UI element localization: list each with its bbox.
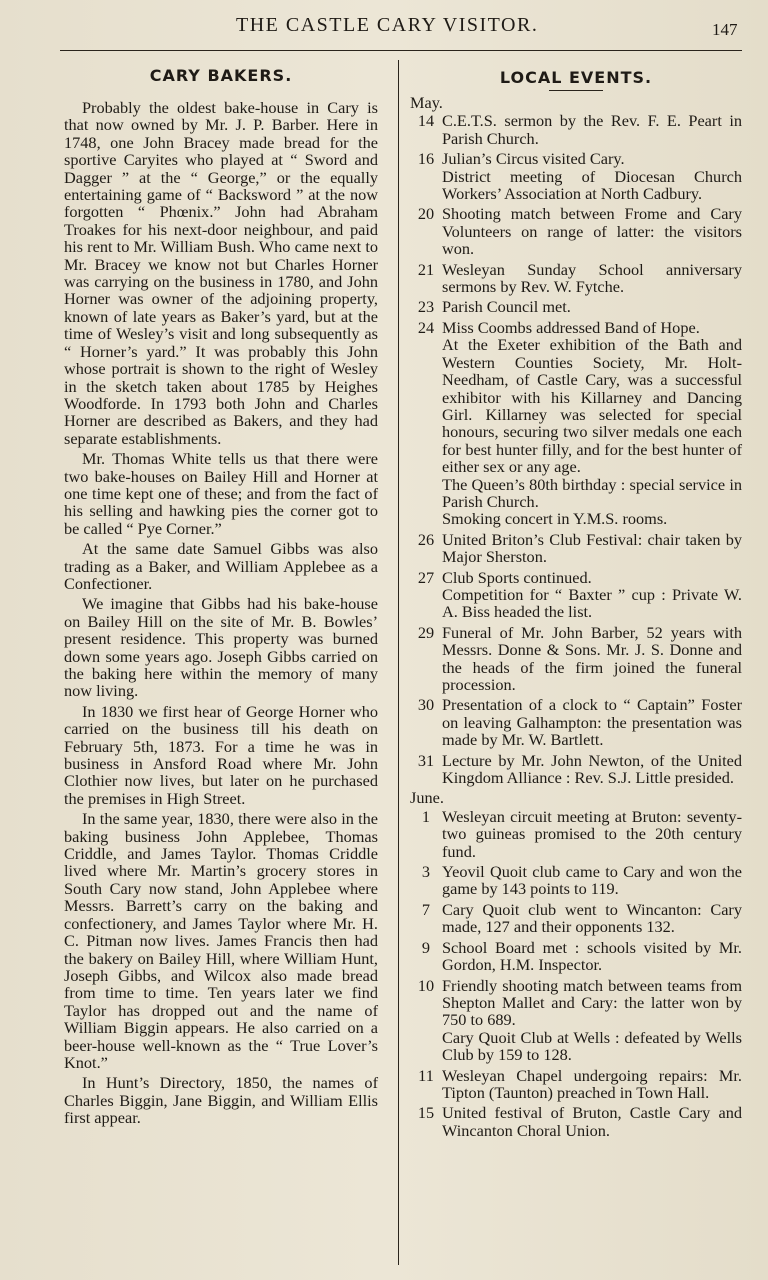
article-paragraph: We imagine that Gibbs had his bake-house on Bailey Hill on the site of Mr. B. Bowles’ present residence. This property was burned down some years ago. Joseph Gibbs carried on the baking here within the memory of many now living. (64, 594, 378, 701)
event-row (410, 1067, 742, 1102)
event-text: Cary Quoit club went to Wincanton: Cary made, 127 and their opponents 132. (442, 899, 742, 937)
event-text: C.E.T.S. sermon by the Rev. F. E. Peart in Parish Church. (442, 111, 742, 148)
event-day: 24 (417, 317, 435, 337)
event-entries (442, 752, 742, 787)
event-text: United festival of Bruton, Castle Cary and Wincanton Choral Union. (442, 1103, 742, 1140)
event-entries (442, 531, 742, 566)
event-day: 21 (417, 259, 435, 279)
event-text: Lecture by Mr. John Newton, of the United Kingdom Alliance : Rev. S.J. Little presided. (442, 750, 742, 788)
event-text: Parish Council met. (442, 297, 571, 317)
event-row (410, 624, 742, 694)
event-day: 7 (421, 899, 431, 919)
title-underline (549, 90, 603, 91)
event-row (410, 261, 742, 296)
event-day: 11 (418, 1065, 434, 1085)
event-row (410, 569, 742, 621)
event-text: Miss Coombs addressed Band of Hope. (442, 317, 700, 337)
event-row (410, 298, 742, 315)
event-entries (442, 624, 742, 694)
column-divider (398, 60, 399, 1265)
event-entries (442, 1067, 742, 1102)
event-text: Cary Quoit Club at Wells : defeated by Wells Club by 159 to 128. (442, 1027, 742, 1065)
event-row (410, 1104, 742, 1139)
event-text: Friendly shooting match between teams from Shepton Mallet and Cary: the latter won by 750 to 689. (442, 975, 742, 1030)
event-text: Funeral of Mr. John Barber, 52 years with Messrs. Donne & Sons. Mr. J. S. Donne and the heads of the firm joined the funeral procession. (442, 622, 742, 694)
event-day: 9 (421, 937, 431, 957)
event-text: Competition for “ Baxter ” cup : Private W. A. Biss headed the list. (442, 584, 742, 622)
event-text: Shooting match between Frome and Cary Volunteers on range of latter: the visitors won. (442, 204, 742, 259)
event-row (410, 150, 742, 202)
event-entries (442, 1104, 742, 1139)
event-text: Julian’s Circus visited Cary. (442, 149, 625, 169)
event-day: 14 (417, 111, 435, 131)
event-entries (442, 696, 742, 748)
header-rule (60, 50, 742, 51)
event-text: Yeovil Quoit club came to Cary and won the game by 143 points to 119. (442, 862, 742, 899)
article-title: CARY BAKERS. (149, 66, 293, 85)
event-entries (442, 112, 742, 147)
event-text: Presentation of a clock to “ Captain” Foster on leaving Galhampton: the presentation was made by Mr. W. Bartlett. (442, 695, 742, 750)
event-text: Wesleyan Sunday School anniversary sermons by Rev. W. Fytche. (442, 259, 742, 297)
event-row (410, 939, 742, 974)
event-day: 29 (417, 622, 435, 642)
event-row (410, 863, 742, 898)
event-day: 23 (417, 297, 435, 317)
event-entries (442, 808, 742, 860)
event-row (410, 205, 742, 257)
event-entries (442, 977, 742, 1064)
event-day: 30 (417, 695, 435, 715)
article-paragraph: In Hunt’s Directory, 1850, the names of Charles Biggin, Jane Biggin, and William Ellis first appear. (64, 1073, 378, 1128)
article-paragraph: At the same date Samuel Gibbs was also trading as a Baker, and William Applebee as a Confectioner. (64, 539, 378, 593)
event-entries (442, 939, 742, 974)
event-day: 10 (417, 975, 435, 995)
event-day: 16 (417, 149, 435, 169)
event-text: District meeting of Diocesan Church Workers’ Association at North Cadbury. (442, 166, 742, 204)
event-entries (442, 150, 742, 202)
event-entries (442, 569, 742, 621)
page-number: 147 (712, 20, 738, 39)
events-title: LOCAL EVENTS. (499, 68, 653, 87)
page-header (0, 14, 768, 44)
local-events-column (410, 64, 742, 1142)
event-row (410, 531, 742, 566)
event-text: Club Sports continued. (442, 567, 592, 587)
event-row (410, 752, 742, 787)
event-text: United Briton’s Club Festival: chair taken by Major Sherston. (442, 529, 742, 567)
article-paragraph: In 1830 we first hear of George Horner who carried on the business till his death on February 5th, 1873. For a time he was in business in Ansford Road where Mr. John Clothier now lives, but later on he purchased the premises in High Street. (64, 701, 378, 808)
month-heading: May. (410, 93, 443, 112)
event-text: Wesleyan circuit meeting at Bruton: seventy-two guineas promised to the 20th century fund. (442, 806, 742, 861)
event-row (410, 901, 742, 936)
event-day: 15 (417, 1103, 435, 1123)
event-entries (442, 261, 742, 296)
article-paragraph: In the same year, 1830, there were also in the baking business John Applebee, Thomas Criddle, and James Taylor. Thomas Criddle lived where Mr. Martin’s grocery stores in South Cary now stand, John Applebee where Messrs. Barrett’s carry on the baking and confectionery, and James Taylor where Mr. H. C. Pitman now lives. James Francis then had the bakery on Bailey Hill, where William Hunt, Joseph Gibbs, and Wilcox also made bread from time to time. Ten years later we find Taylor has dropped out and the name of William Biggin appears. He also carried on a beer-house well-known as the “ True Lover’s Knot.” (64, 809, 378, 1072)
event-entries (442, 319, 742, 528)
event-text: Smoking concert in Y.M.S. rooms. (442, 509, 668, 529)
month-heading: June. (410, 788, 444, 808)
article-paragraph: Probably the oldest bake-house in Cary is that now owned by Mr. J. P. Barber. Here in 1748, one John Bracey made bread for the sportive Caryites who played at “ Sword and Dagger ” at the “ George,” or the equally entertaining game of “ Backsword ” at the now forgotten “ Phœnix.” John had Abraham Troakes for his next-door neighbour, and paid his rent to Mr. William Bush. Who came next to Mr. Bracey we know not but Charles Horner was carrying on the business in 1780, and John Horner was owner of the adjoining property, known of late years as Baker’s yard, but at the time of Wesley’s visit and long subsequently as “ Horner’s yard.” It was probably this John whose portrait is shown to the right of Wesley in the sketch taken about 1785 by Heighes Woodforde. In 1793 both John and Charles Horner are described as Bakers, and they had separate establishments. (64, 98, 378, 448)
event-day: 27 (417, 567, 435, 587)
event-text: School Board met : schools visited by Mr. Gordon, H.M. Inspector. (442, 937, 742, 975)
event-row (410, 112, 742, 147)
event-entries (442, 863, 742, 898)
article-cary-bakers (64, 64, 378, 1130)
event-day: 1 (421, 806, 431, 826)
running-head: THE CASTLE CARY VISITOR. (236, 14, 539, 36)
event-row (410, 696, 742, 748)
events-list (410, 94, 742, 1139)
event-entries (442, 298, 742, 315)
event-entries (442, 205, 742, 257)
event-day: 31 (417, 750, 435, 770)
event-text: The Queen’s 80th birthday : special service in Parish Church. (442, 474, 742, 511)
event-row (410, 319, 742, 528)
event-day: 20 (417, 204, 435, 224)
event-text: At the Exeter exhibition of the Bath and Western Counties Society, Mr. Holt-Needham, of Castle Cary, was a successful exhibitor with his Killarney and Dancing Girl. Killarney was selected for special honours, securing two silver medals one each for best hunter filly, and for the best hunter of either sex or any age. (442, 335, 742, 477)
event-day: 3 (421, 862, 431, 882)
event-row (410, 808, 742, 860)
article-paragraph: Mr. Thomas White tells us that there were two bake-houses on Bailey Hill and Horner at one time kept one of these; and from the fact of his selling and hawking pies the corner got to be called “ Pye Corner.” (64, 449, 378, 538)
event-entries (442, 901, 742, 936)
event-row (410, 977, 742, 1064)
event-day: 26 (417, 529, 435, 549)
event-text: Wesleyan Chapel undergoing repairs: Mr. Tipton (Taunton) preached in Town Hall. (442, 1065, 742, 1102)
